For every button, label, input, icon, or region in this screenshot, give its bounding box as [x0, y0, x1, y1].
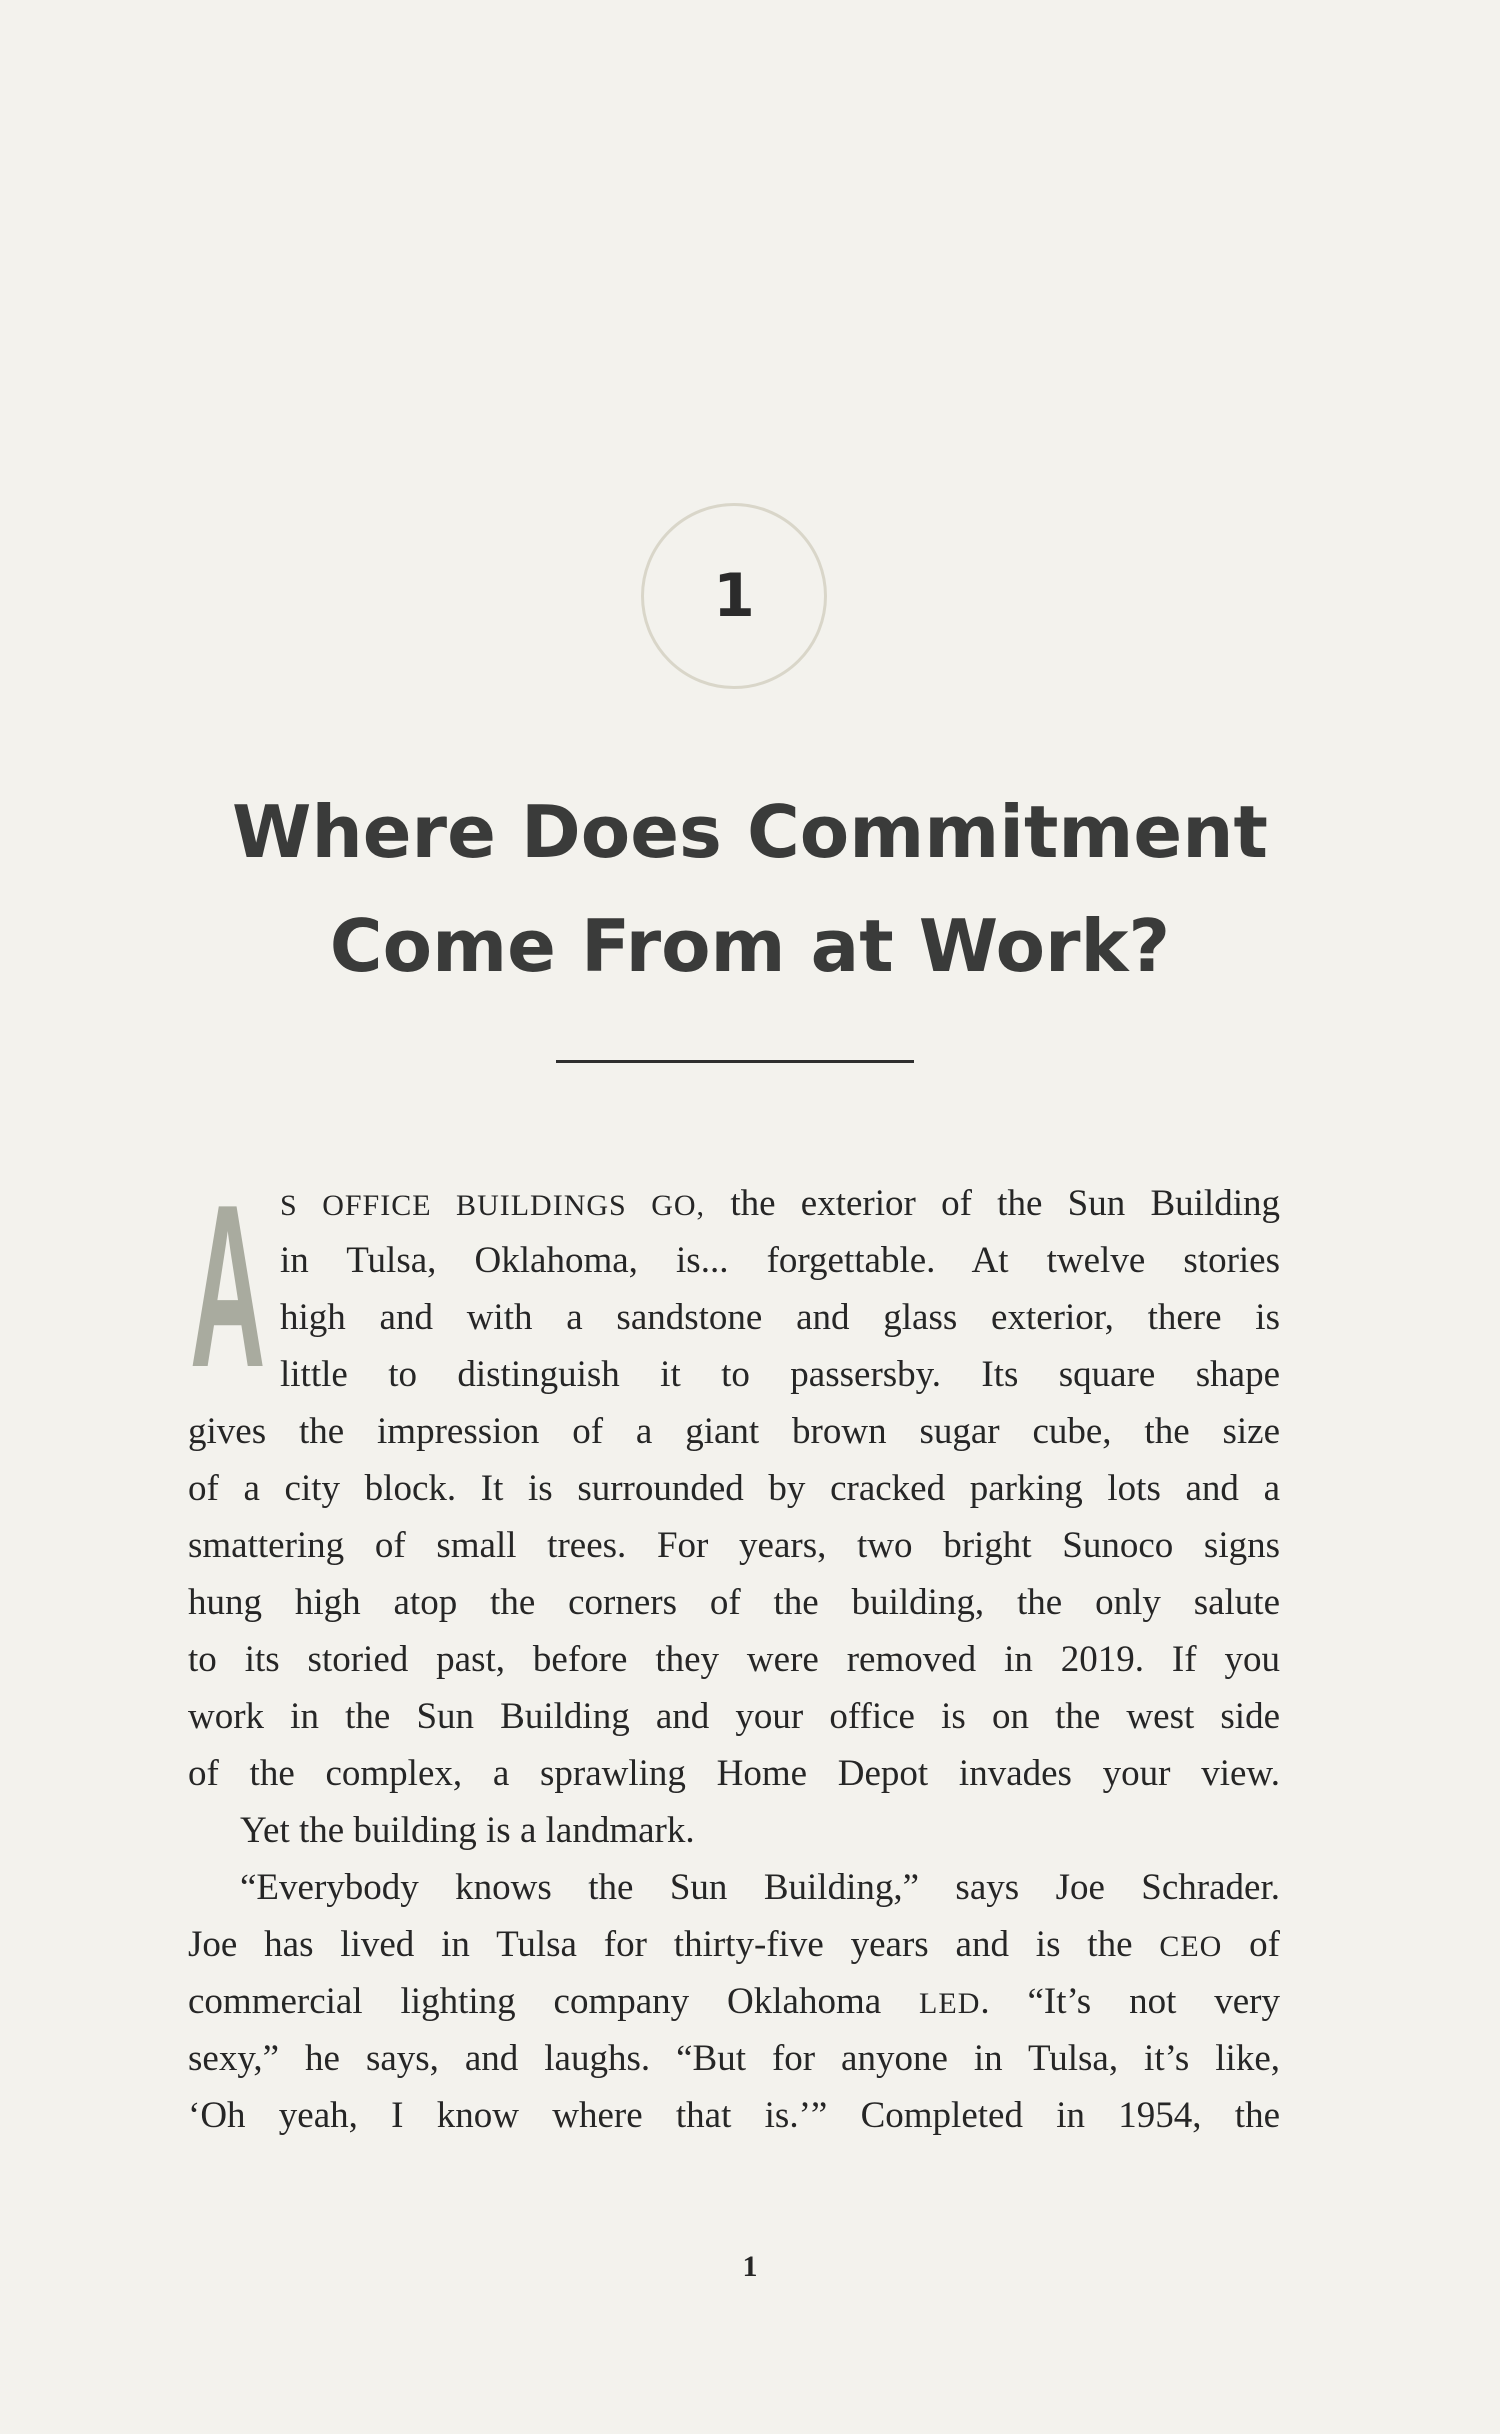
led-small-caps: LED [919, 1987, 981, 2020]
chapter-title [0, 775, 1500, 1003]
text-line-14: Joe has lived in Tulsa for thirty-five years and is the CEO of [188, 1924, 1280, 1965]
text-line-15: commercial lighting company Oklahoma LED. “It’s not very [188, 1981, 1281, 2022]
opening-small-caps: S OFFICE BUILDINGS GO, [280, 1189, 706, 1222]
text-line-3: high and with a sandstone and glass exterior, there is [280, 1297, 1280, 1338]
text-line-17: ‘Oh yeah, I know where that is.’” Completed in 1954, the [188, 2095, 1280, 2136]
page-number: 1 [742, 2250, 758, 2283]
text-line-2: in Tulsa, Oklahoma, is... forgettable. At twelve stories [280, 1240, 1280, 1281]
drop-cap [190, 1181, 272, 1393]
ceo-small-caps: CEO [1159, 1930, 1223, 1963]
text-line-11: of the complex, a sprawling Home Depot invades your view. [188, 1753, 1280, 1794]
text-line-4: little to distinguish it to passersby. Its square shape [280, 1354, 1280, 1395]
drop-cap-letter: A [190, 1181, 266, 1393]
text-line-12: Yet the building is a landmark. [240, 1810, 695, 1851]
title-divider [556, 1060, 914, 1063]
text-line-13: “Everybody knows the Sun Building,” says Joe Schrader. [240, 1867, 1280, 1908]
text-line-6: of a city block. It is surrounded by cracked parking lots and a [188, 1468, 1280, 1509]
text-line-9: to its storied past, before they were removed in 2019. If you [188, 1639, 1280, 1680]
chapter-number: 1 [713, 561, 755, 631]
chapter-title-line-1: Where Does Commitment [232, 790, 1268, 874]
text-line-8: hung high atop the corners of the building, the only salute [188, 1582, 1280, 1623]
text-line-16: sexy,” he says, and laughs. “But for anyone in Tulsa, it’s like, [188, 2038, 1280, 2079]
chapter-title-line-2: Come From at Work? [329, 904, 1171, 988]
text-line-10: work in the Sun Building and your office is on the west side [188, 1696, 1280, 1737]
chapter-number-circle [641, 503, 827, 689]
text-line-1: S OFFICE BUILDINGS GO, the exterior of the Sun Building [280, 1183, 1280, 1224]
text-line-7: smattering of small trees. For years, two bright Sunoco signs [188, 1525, 1280, 1566]
text-line-5: gives the impression of a giant brown sugar cube, the size [188, 1411, 1280, 1452]
